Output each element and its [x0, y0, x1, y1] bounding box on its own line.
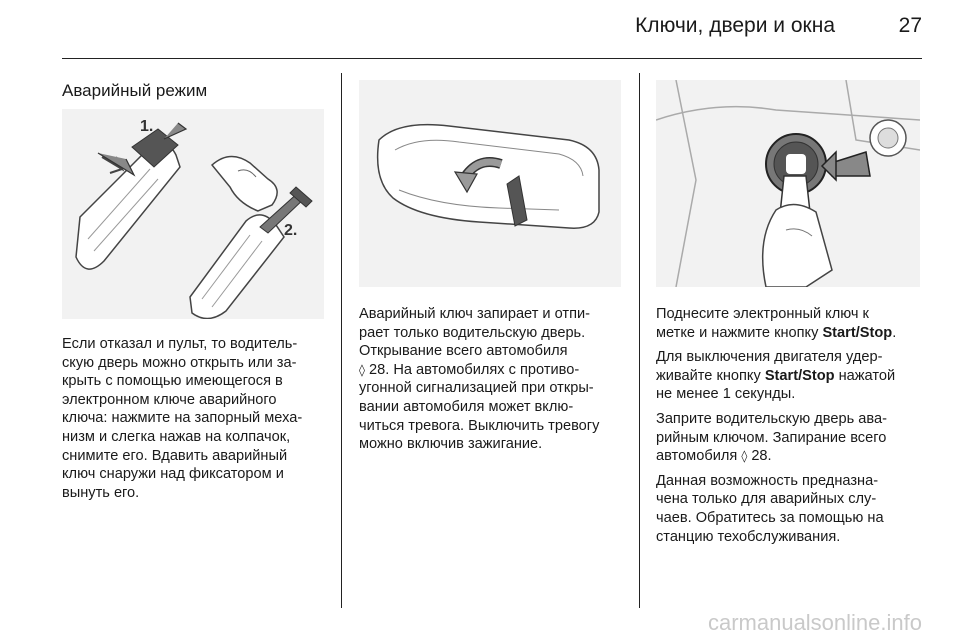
text-span: нажатой — [834, 367, 896, 384]
column2-line: читься тревога. Выключить тревогу — [359, 417, 600, 434]
figure-start-stop-button — [656, 80, 920, 287]
paragraph — [656, 305, 932, 342]
text-span: 28. — [747, 448, 772, 465]
cross-reference-icon[interactable]: ◊ — [359, 362, 365, 377]
text-line: чаев. Обратитесь за помощью на — [656, 509, 884, 526]
watermark: carmanualsonline.info — [707, 610, 922, 635]
text-line: Заприте водительскую дверь ава- — [656, 410, 887, 427]
column1-text — [62, 335, 334, 502]
column1-line: снимите его. Вдавить аварийный — [62, 447, 288, 464]
text-span: автомобиля — [656, 448, 742, 465]
column1-line: крыть с помощью имеющегося в — [62, 373, 283, 390]
start-stop-label: Start/Stop — [822, 324, 893, 341]
text-span: живайте кнопку — [656, 367, 765, 384]
column2-line: Аварийный ключ запирает и отпи- — [359, 306, 591, 322]
text-line: рийным ключом. Запирание всего — [656, 429, 887, 446]
column3-text — [656, 305, 932, 552]
column-divider-right — [639, 73, 640, 608]
column2-line — [359, 361, 631, 380]
paragraph — [656, 410, 932, 466]
column1-line: вынуть его. — [62, 484, 140, 501]
text-line: Данная возможность предназна- — [656, 472, 879, 489]
paragraph — [656, 348, 932, 404]
step2-label: 2. — [284, 222, 298, 239]
text-span: . — [892, 324, 897, 341]
text-line: Для выключения двигателя удер- — [656, 349, 883, 366]
text-line: станцию техобслуживания. — [656, 528, 841, 545]
column2-line: Открывание всего автомобиля — [359, 343, 568, 360]
column1-line: ключа: нажмите на запорный меха- — [62, 410, 303, 427]
column1-line: Если отказал и пульт, то водитель- — [62, 336, 298, 352]
start-stop-label: Start/Stop — [764, 367, 835, 384]
column2-line: рает только водительскую дверь. — [359, 324, 586, 341]
text-line: не менее 1 секунды. — [656, 386, 796, 403]
column1-line: низм и слегка нажав на колпачок, — [62, 428, 291, 445]
paragraph — [656, 472, 932, 546]
column2-line: можно включив зажигание. — [359, 436, 543, 453]
step1-label: 1. — [140, 118, 154, 135]
cross-reference-icon[interactable]: ◊ — [741, 449, 748, 464]
column1-line: электронном ключе аварийного — [62, 391, 277, 408]
column2-ref-text: 28. На автомобилях с противо- — [364, 361, 580, 378]
text-span: метке и нажмите кнопку — [656, 324, 823, 341]
column2-line: угонной сигнализацией при откры- — [359, 380, 594, 397]
figure-door-handle — [359, 80, 621, 287]
text-line: Поднесите электронный ключ к — [656, 306, 869, 322]
page-number: 27 — [898, 14, 922, 37]
column-divider-left — [341, 73, 342, 608]
column1-line: ключ снаружи над фиксатором и — [62, 466, 284, 483]
figure-key-fob — [62, 109, 324, 319]
section-title: Аварийный режим — [62, 81, 208, 100]
header-rule — [62, 58, 922, 59]
column2-line: вании автомобиля может вклю- — [359, 398, 574, 415]
column1-line: скую дверь можно открыть или за- — [62, 354, 297, 371]
text-line: чена только для аварийных слу- — [656, 491, 877, 508]
column2-text — [359, 305, 631, 454]
header-title: Ключи, двери и окна — [635, 14, 835, 37]
